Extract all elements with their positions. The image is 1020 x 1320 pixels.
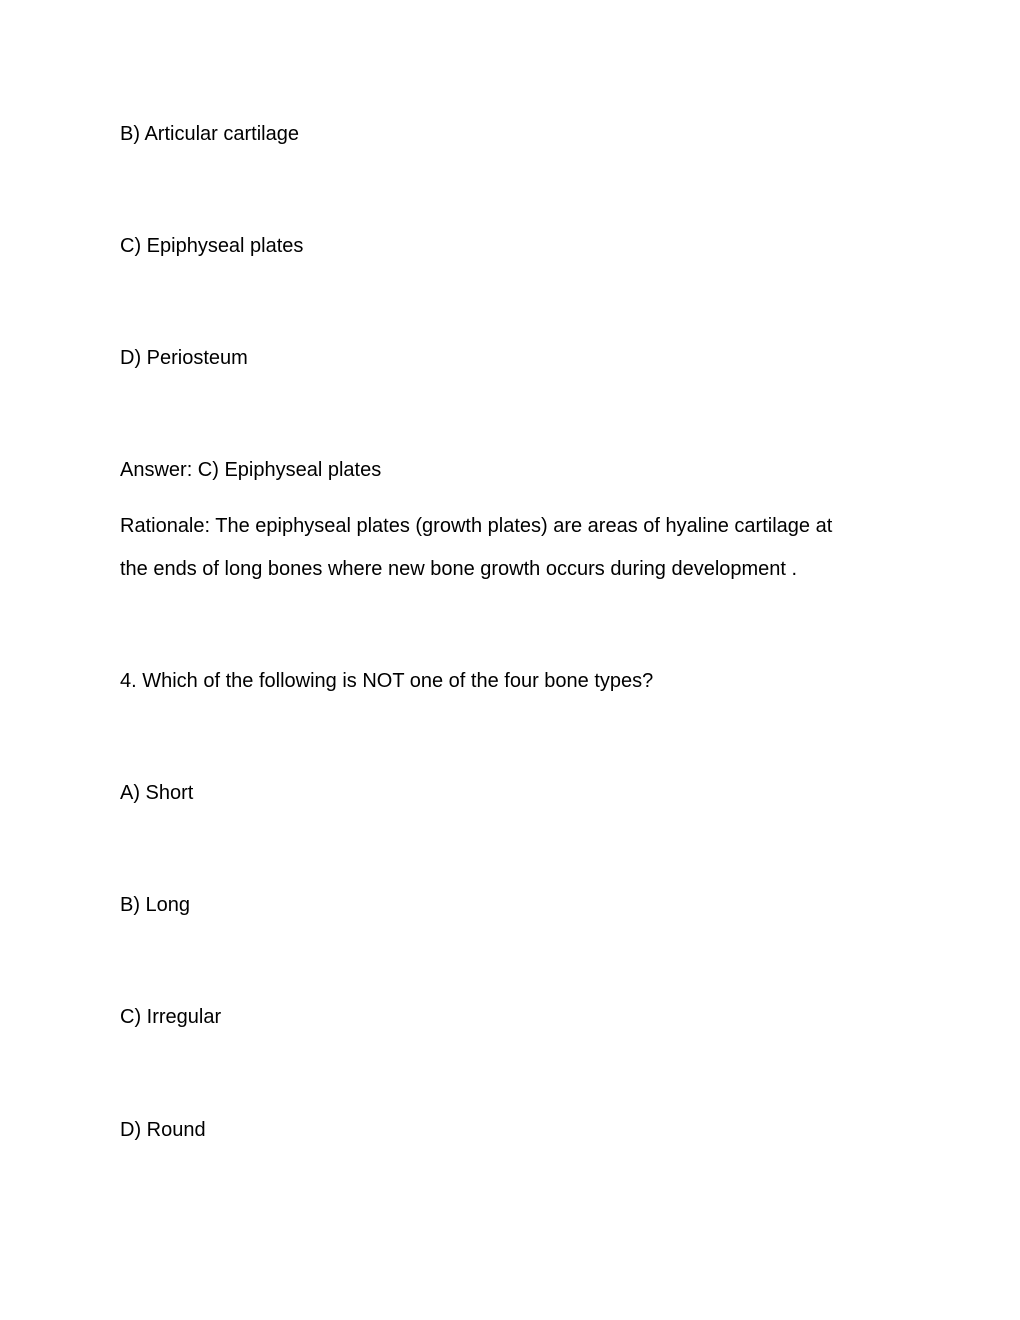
q3-option-d: D) Periosteum — [120, 347, 248, 369]
q3-rationale-line-2: the ends of long bones where new bone growth occurs during development . — [120, 558, 798, 580]
q3-option-b: B) Articular cartilage — [120, 123, 299, 145]
q3-answer: Answer: C) Epiphyseal plates — [120, 459, 382, 481]
q3-rationale — [120, 505, 900, 591]
q4-option-d: D) Round — [120, 1119, 206, 1141]
q4-question: 4. Which of the following is NOT one of the four bone types? — [120, 670, 654, 692]
q4-option-b: B) Long — [120, 894, 191, 916]
q3-option-c: C) Epiphyseal plates — [120, 235, 304, 257]
q4-option-c: C) Irregular — [120, 1006, 222, 1028]
q4-option-a: A) Short — [120, 782, 194, 804]
q3-rationale-line-1: Rationale: The epiphyseal plates (growth plates) are areas of hyaline cartilage at — [120, 515, 833, 537]
